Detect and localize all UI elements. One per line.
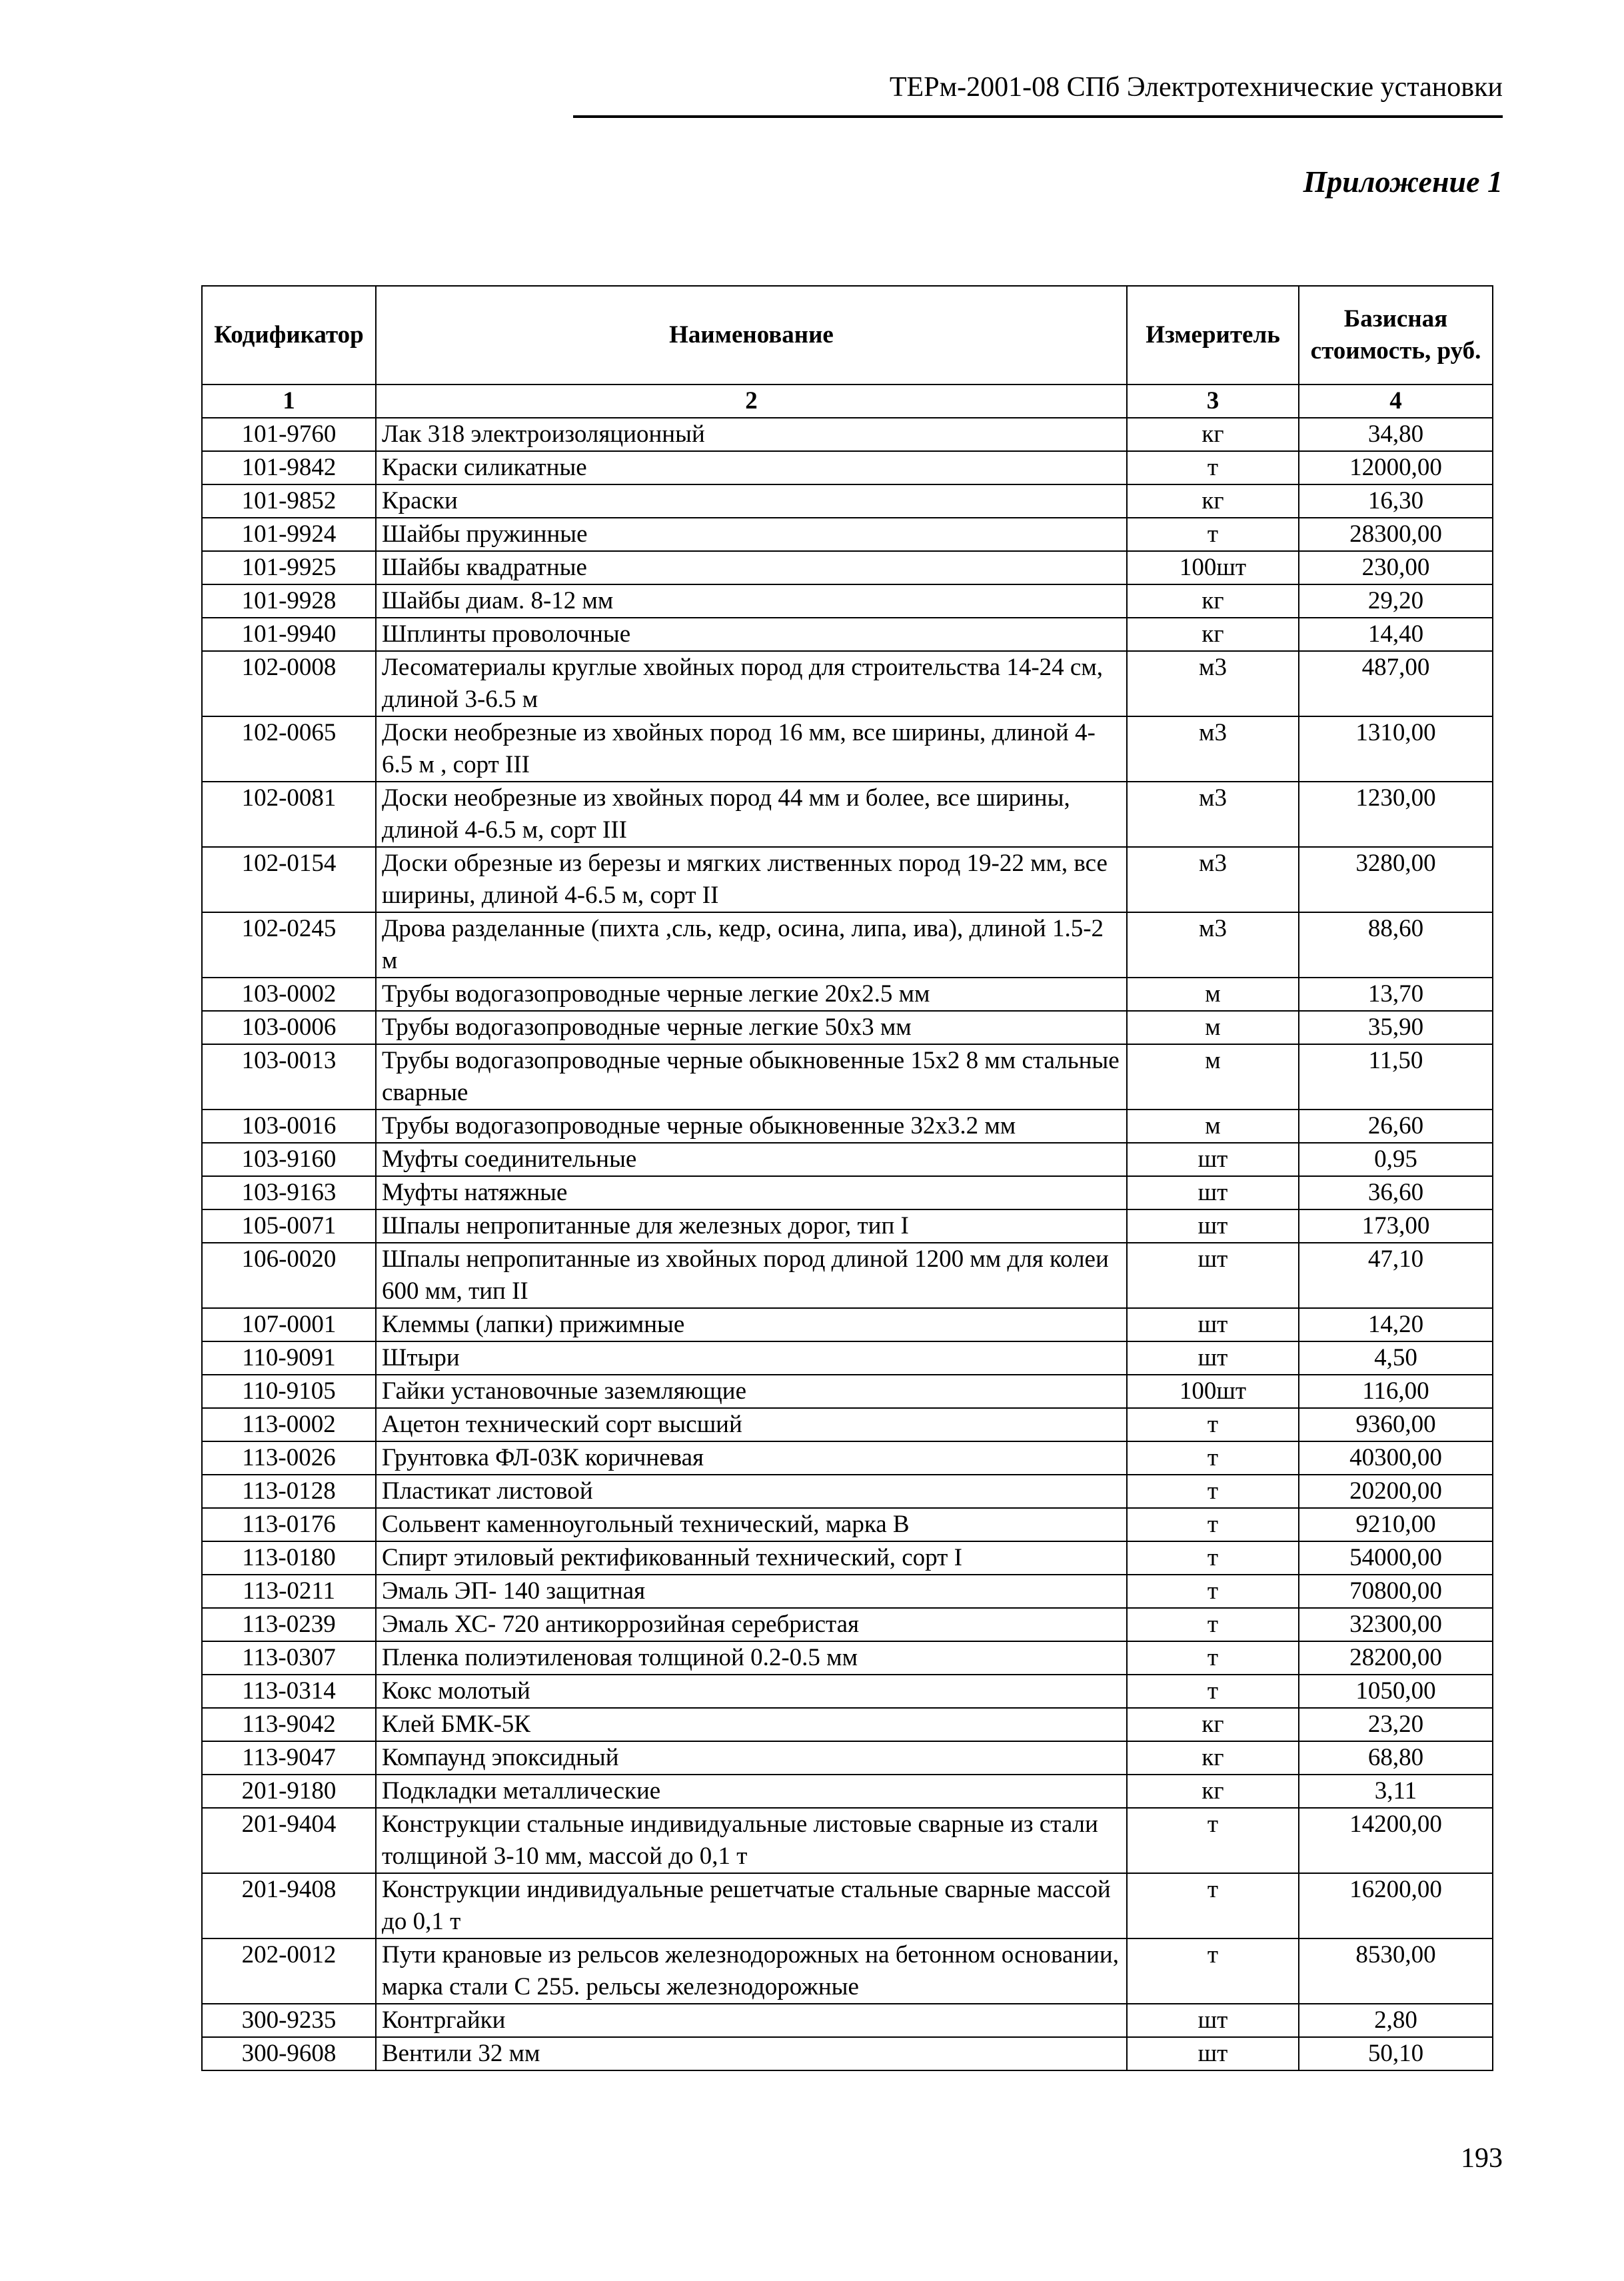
table-body	[202, 418, 1493, 2070]
row-price: 11,50	[1299, 1044, 1493, 1110]
row-unit: шт	[1127, 1209, 1299, 1243]
table-row	[202, 418, 1493, 451]
row-price: 14200,00	[1299, 1808, 1493, 1873]
row-unit: кг	[1127, 1775, 1299, 1808]
header-unit: Измеритель	[1127, 286, 1299, 384]
row-code: 202-0012	[202, 1938, 376, 2004]
row-price: 36,60	[1299, 1176, 1493, 1209]
row-code: 113-0239	[202, 1608, 376, 1641]
row-name: Контргайки	[376, 2004, 1127, 2037]
row-price: 34,80	[1299, 418, 1493, 451]
column-number: 1	[202, 384, 376, 418]
row-unit: т	[1127, 1808, 1299, 1873]
table-row	[202, 1011, 1493, 1044]
row-price: 26,60	[1299, 1110, 1493, 1143]
row-name: Пленка полиэтиленовая толщиной 0.2-0.5 мм	[376, 1641, 1127, 1675]
row-unit: т	[1127, 1508, 1299, 1541]
row-name: Трубы водогазопроводные черные легкие 20х2.5 мм	[376, 978, 1127, 1011]
table-row	[202, 651, 1493, 716]
table-row	[202, 912, 1493, 978]
row-name: Шплинты проволочные	[376, 618, 1127, 651]
row-price: 13,70	[1299, 978, 1493, 1011]
row-code: 107-0001	[202, 1308, 376, 1341]
table-row	[202, 1308, 1493, 1341]
table-row	[202, 1341, 1493, 1375]
row-name: Шайбы квадратные	[376, 551, 1127, 584]
table-row	[202, 1708, 1493, 1741]
row-price: 20200,00	[1299, 1475, 1493, 1508]
row-price: 230,00	[1299, 551, 1493, 584]
row-code: 103-0016	[202, 1110, 376, 1143]
table-row	[202, 1808, 1493, 1873]
row-name: Трубы водогазопроводные черные обыкновенные 32х3.2 мм	[376, 1110, 1127, 1143]
row-code: 113-0128	[202, 1475, 376, 1508]
row-price: 3,11	[1299, 1775, 1493, 1808]
table-row	[202, 1143, 1493, 1176]
row-name: Трубы водогазопроводные черные легкие 50х3 мм	[376, 1011, 1127, 1044]
row-unit: т	[1127, 1441, 1299, 1475]
table-header-row	[202, 286, 1493, 384]
table-row	[202, 518, 1493, 551]
table-row	[202, 2004, 1493, 2037]
appendix-label: Приложение 1	[1303, 165, 1503, 199]
row-code: 103-9160	[202, 1143, 376, 1176]
row-name: Дрова разделанные (пихта ,сль, кедр, осина, липа, ива), длиной 1.5-2 м	[376, 912, 1127, 978]
row-unit: кг	[1127, 1708, 1299, 1741]
table-row	[202, 551, 1493, 584]
row-unit: шт	[1127, 1143, 1299, 1176]
row-name: Краски	[376, 484, 1127, 518]
row-code: 101-9852	[202, 484, 376, 518]
row-code: 102-0065	[202, 716, 376, 782]
table-row	[202, 1110, 1493, 1143]
row-code: 101-9760	[202, 418, 376, 451]
header-divider	[573, 115, 1503, 118]
table-row	[202, 1475, 1493, 1508]
table-row	[202, 584, 1493, 618]
row-code: 113-9042	[202, 1708, 376, 1741]
row-code: 113-0176	[202, 1508, 376, 1541]
table-row	[202, 1541, 1493, 1575]
row-code: 300-9235	[202, 2004, 376, 2037]
table-row	[202, 847, 1493, 912]
row-price: 28300,00	[1299, 518, 1493, 551]
row-name: Муфты натяжные	[376, 1176, 1127, 1209]
row-name: Гайки установочные заземляющие	[376, 1375, 1127, 1408]
table-row	[202, 782, 1493, 847]
table-row	[202, 716, 1493, 782]
row-code: 110-9105	[202, 1375, 376, 1408]
row-unit: кг	[1127, 418, 1299, 451]
row-unit: шт	[1127, 2037, 1299, 2070]
row-name: Муфты соединительные	[376, 1143, 1127, 1176]
row-unit: т	[1127, 451, 1299, 484]
table-row	[202, 978, 1493, 1011]
row-unit: кг	[1127, 484, 1299, 518]
row-price: 8530,00	[1299, 1938, 1493, 2004]
row-code: 102-0008	[202, 651, 376, 716]
row-price: 16200,00	[1299, 1873, 1493, 1938]
row-unit: м3	[1127, 716, 1299, 782]
row-unit: шт	[1127, 1243, 1299, 1308]
price-table	[201, 285, 1493, 2071]
row-unit: шт	[1127, 2004, 1299, 2037]
row-name: Шпалы непропитанные из хвойных пород длиной 1200 мм для колеи 600 мм, тип II	[376, 1243, 1127, 1308]
row-code: 201-9180	[202, 1775, 376, 1808]
row-name: Доски необрезные из хвойных пород 44 мм и более, все ширины, длиной 4-6.5 м, сорт III	[376, 782, 1127, 847]
row-name: Подкладки металлические	[376, 1775, 1127, 1808]
table-row	[202, 1243, 1493, 1308]
row-code: 105-0071	[202, 1209, 376, 1243]
row-price: 29,20	[1299, 584, 1493, 618]
row-name: Грунтовка ФЛ-03К коричневая	[376, 1441, 1127, 1475]
row-price: 173,00	[1299, 1209, 1493, 1243]
row-code: 113-9047	[202, 1741, 376, 1775]
table-row	[202, 1775, 1493, 1808]
row-code: 106-0020	[202, 1243, 376, 1308]
header-price: Базисная стоимость, руб.	[1299, 286, 1493, 384]
row-unit: т	[1127, 1873, 1299, 1938]
row-unit: м3	[1127, 651, 1299, 716]
row-code: 113-0026	[202, 1441, 376, 1475]
table-row	[202, 1209, 1493, 1243]
table-row	[202, 1575, 1493, 1608]
row-code: 102-0245	[202, 912, 376, 978]
row-price: 35,90	[1299, 1011, 1493, 1044]
row-unit: м	[1127, 1110, 1299, 1143]
table-row	[202, 1608, 1493, 1641]
row-unit: 100шт	[1127, 1375, 1299, 1408]
table-row	[202, 1508, 1493, 1541]
row-price: 4,50	[1299, 1341, 1493, 1375]
row-unit: т	[1127, 1608, 1299, 1641]
row-name: Краски силикатные	[376, 451, 1127, 484]
row-unit: шт	[1127, 1176, 1299, 1209]
table-row	[202, 1375, 1493, 1408]
column-number-row	[202, 384, 1493, 418]
row-name: Ацетон технический сорт высший	[376, 1408, 1127, 1441]
row-name: Трубы водогазопроводные черные обыкновенные 15х2 8 мм стальные сварные	[376, 1044, 1127, 1110]
row-unit: 100шт	[1127, 551, 1299, 584]
row-price: 14,40	[1299, 618, 1493, 651]
row-unit: т	[1127, 1641, 1299, 1675]
table-row	[202, 618, 1493, 651]
row-name: Вентили 32 мм	[376, 2037, 1127, 2070]
header-code: Кодификатор	[202, 286, 376, 384]
table-row	[202, 1873, 1493, 1938]
row-name: Пластикат листовой	[376, 1475, 1127, 1508]
row-code: 300-9608	[202, 2037, 376, 2070]
row-price: 12000,00	[1299, 451, 1493, 484]
row-name: Клеммы (лапки) прижимные	[376, 1308, 1127, 1341]
row-code: 103-0002	[202, 978, 376, 1011]
row-code: 102-0081	[202, 782, 376, 847]
row-price: 50,10	[1299, 2037, 1493, 2070]
row-unit: т	[1127, 1575, 1299, 1608]
row-unit: кг	[1127, 1741, 1299, 1775]
row-name: Пути крановые из рельсов железнодорожных на бетонном основании, марка стали С 255. рельсы железнодорожные	[376, 1938, 1127, 2004]
row-unit: шт	[1127, 1308, 1299, 1341]
row-code: 113-0002	[202, 1408, 376, 1441]
row-unit: т	[1127, 1541, 1299, 1575]
row-unit: кг	[1127, 618, 1299, 651]
row-code: 113-0180	[202, 1541, 376, 1575]
row-code: 102-0154	[202, 847, 376, 912]
row-name: Компаунд эпоксидный	[376, 1741, 1127, 1775]
row-unit: м3	[1127, 782, 1299, 847]
column-number: 4	[1299, 384, 1493, 418]
row-price: 1310,00	[1299, 716, 1493, 782]
row-code: 101-9940	[202, 618, 376, 651]
table-row	[202, 484, 1493, 518]
row-unit: т	[1127, 1938, 1299, 2004]
page-number: 193	[1461, 2143, 1503, 2174]
row-name: Доски необрезные из хвойных пород 16 мм, все ширины, длиной 4-6.5 м , сорт III	[376, 716, 1127, 782]
row-name: Лесоматериалы круглые хвойных пород для строительства 14-24 см, длиной 3-6.5 м	[376, 651, 1127, 716]
row-code: 113-0314	[202, 1675, 376, 1708]
row-name: Клей БМК-5К	[376, 1708, 1127, 1741]
table-row	[202, 1741, 1493, 1775]
row-code: 101-9928	[202, 584, 376, 618]
row-unit: т	[1127, 1475, 1299, 1508]
row-unit: м3	[1127, 847, 1299, 912]
row-unit: м	[1127, 1044, 1299, 1110]
row-unit: т	[1127, 1408, 1299, 1441]
row-unit: шт	[1127, 1341, 1299, 1375]
row-code: 110-9091	[202, 1341, 376, 1375]
row-code: 101-9842	[202, 451, 376, 484]
row-code: 113-0307	[202, 1641, 376, 1675]
row-price: 40300,00	[1299, 1441, 1493, 1475]
row-unit: м	[1127, 1011, 1299, 1044]
row-code: 103-9163	[202, 1176, 376, 1209]
row-price: 9360,00	[1299, 1408, 1493, 1441]
row-name: Доски обрезные из березы и мягких лиственных пород 19-22 мм, все ширины, длиной 4-6.5 м, сорт II	[376, 847, 1127, 912]
row-price: 28200,00	[1299, 1641, 1493, 1675]
row-name: Кокс молотый	[376, 1675, 1127, 1708]
table-row	[202, 1176, 1493, 1209]
document-header-title: ТЕРм-2001-08 СПб Электротехнические установки	[889, 72, 1503, 103]
row-code: 113-0211	[202, 1575, 376, 1608]
column-number: 2	[376, 384, 1127, 418]
row-price: 1230,00	[1299, 782, 1493, 847]
row-code: 201-9404	[202, 1808, 376, 1873]
row-price: 0,95	[1299, 1143, 1493, 1176]
row-name: Шпалы непропитанные для железных дорог, тип I	[376, 1209, 1127, 1243]
row-price: 487,00	[1299, 651, 1493, 716]
row-name: Шайбы пружинные	[376, 518, 1127, 551]
row-code: 101-9925	[202, 551, 376, 584]
table-row	[202, 1441, 1493, 1475]
row-price: 68,80	[1299, 1741, 1493, 1775]
row-price: 1050,00	[1299, 1675, 1493, 1708]
table-row	[202, 451, 1493, 484]
row-name: Шайбы диам. 8-12 мм	[376, 584, 1127, 618]
row-name: Штыри	[376, 1341, 1127, 1375]
row-price: 23,20	[1299, 1708, 1493, 1741]
row-price: 54000,00	[1299, 1541, 1493, 1575]
row-price: 70800,00	[1299, 1575, 1493, 1608]
row-price: 2,80	[1299, 2004, 1493, 2037]
row-code: 201-9408	[202, 1873, 376, 1938]
table-row	[202, 1938, 1493, 2004]
row-price: 3280,00	[1299, 847, 1493, 912]
row-name: Эмаль ХС- 720 антикоррозийная серебристая	[376, 1608, 1127, 1641]
column-number: 3	[1127, 384, 1299, 418]
row-unit: т	[1127, 518, 1299, 551]
table-row	[202, 1044, 1493, 1110]
row-unit: т	[1127, 1675, 1299, 1708]
table-row	[202, 1641, 1493, 1675]
table-row	[202, 1408, 1493, 1441]
row-price: 16,30	[1299, 484, 1493, 518]
row-price: 88,60	[1299, 912, 1493, 978]
row-name: Сольвент каменноугольный технический, марка В	[376, 1508, 1127, 1541]
row-price: 32300,00	[1299, 1608, 1493, 1641]
row-name: Лак 318 электроизоляционный	[376, 418, 1127, 451]
row-name: Конструкции стальные индивидуальные листовые сварные из стали толщиной 3-10 мм, массой до 0,1 т	[376, 1808, 1127, 1873]
row-unit: м	[1127, 978, 1299, 1011]
row-unit: м3	[1127, 912, 1299, 978]
row-name: Эмаль ЭП- 140 защитная	[376, 1575, 1127, 1608]
header-name: Наименование	[376, 286, 1127, 384]
row-price: 116,00	[1299, 1375, 1493, 1408]
row-code: 101-9924	[202, 518, 376, 551]
table-row	[202, 2037, 1493, 2070]
row-code: 103-0006	[202, 1011, 376, 1044]
row-unit: кг	[1127, 584, 1299, 618]
row-name: Конструкции индивидуальные решетчатые стальные сварные массой до 0,1 т	[376, 1873, 1127, 1938]
row-price: 47,10	[1299, 1243, 1493, 1308]
row-price: 14,20	[1299, 1308, 1493, 1341]
row-price: 9210,00	[1299, 1508, 1493, 1541]
table-row	[202, 1675, 1493, 1708]
row-code: 103-0013	[202, 1044, 376, 1110]
row-name: Спирт этиловый ректификованный технический, сорт I	[376, 1541, 1127, 1575]
